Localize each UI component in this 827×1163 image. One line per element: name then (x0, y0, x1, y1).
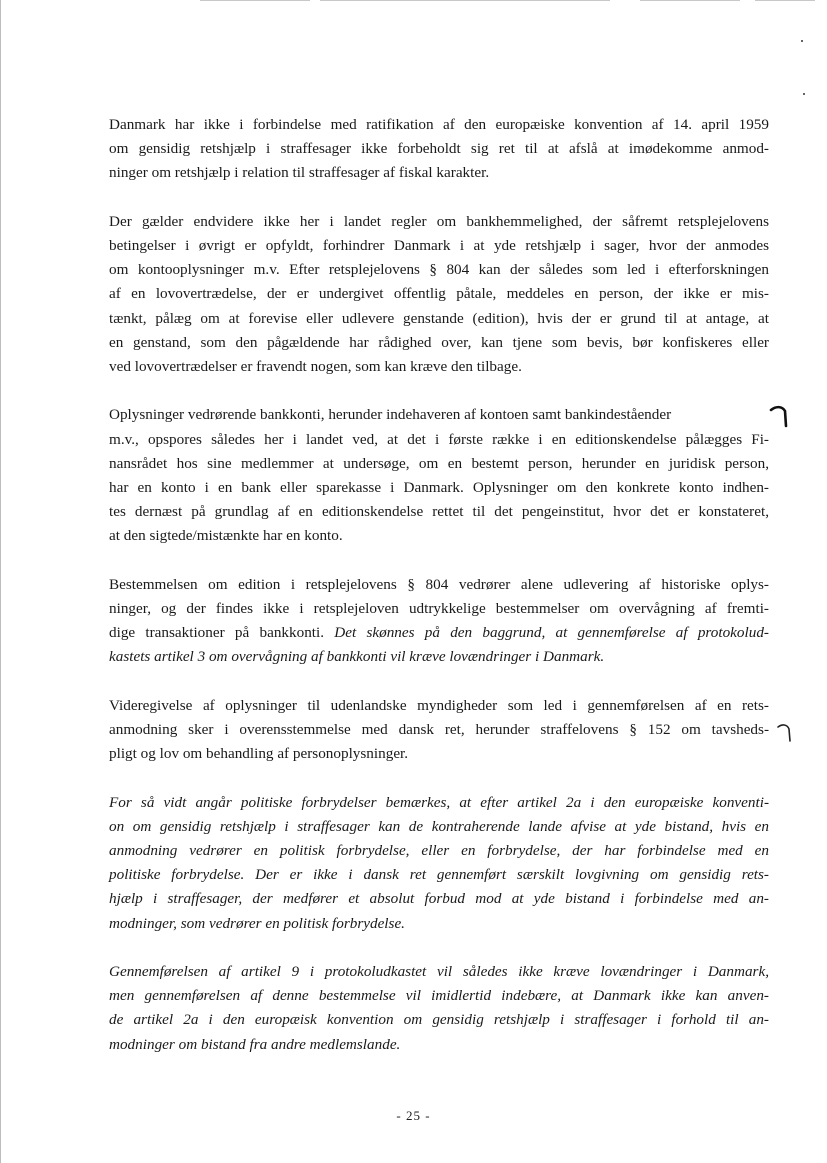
scan-left-edge (0, 0, 1, 1163)
text-line (109, 645, 769, 669)
text-segment: dige transaktioner på bankkonti. (109, 624, 335, 642)
paragraph (109, 791, 769, 936)
text-segment: Oplysninger vedrørende bankkonti, herunder indehaveren af kontoen samt bankindeståender (109, 406, 672, 424)
text-line (109, 403, 769, 427)
text-segment: tænkt, pålæg om at forevise eller udlevere genstande (edition), hvis der er grund til at antage, at (109, 309, 769, 327)
text-line (109, 331, 769, 355)
margin-hook-mark (768, 404, 790, 430)
scan-top-rule (640, 0, 740, 1)
margin-hook-mark (776, 722, 792, 744)
scan-speck (801, 40, 803, 42)
text-line (109, 210, 769, 234)
text-line (109, 791, 769, 815)
text-segment: at den sigtede/mistænkte har en konto. (109, 527, 343, 545)
text-segment: ved lovovertrædelser er fravendt nogen, som kan kræve den tilbage. (109, 358, 522, 376)
text-line (109, 863, 769, 887)
text-line (109, 476, 769, 500)
text-line (109, 621, 769, 645)
text-segment: ninger om retshjælp i relation til straffesager af fiskal karakter. (109, 164, 490, 182)
text-segment: Der gælder endvidere ikke her i landet regler om bankhemmelighed, der såfremt retsplejelovens (109, 212, 769, 230)
italic-text: Det skønnes på den baggrund, at gennemførelse af protokolud- (334, 624, 769, 642)
text-line (109, 258, 769, 282)
text-segment: m.v., opspores således her i landet ved, at det i første række i en editionskendelse pålægges Fi- (109, 430, 769, 448)
text-line (109, 524, 769, 548)
text-segment: pligt og lov om behandling af personoplysninger. (109, 745, 409, 763)
text-line (109, 597, 769, 621)
italic-text: kastets artikel 3 om overvågning af bankkonti vil kræve lovændringer i Danmark. (109, 648, 605, 666)
text-line (109, 839, 769, 863)
text-line (109, 960, 769, 984)
text-segment: Videregivelse af oplysninger til udenlandske myndigheder som led i gennemførelsen af en rets- (109, 696, 769, 714)
paragraph (109, 113, 769, 186)
text-line (109, 887, 769, 911)
text-line (109, 984, 769, 1008)
text-line (109, 307, 769, 331)
paragraph (109, 694, 769, 767)
text-segment: om gensidig retshjælp i straffesager ikke forbeholdt sig ret til at afslå at imødekomme anmod- (109, 140, 769, 158)
italic-text: For så vidt angår politiske forbrydelser bemærkes, at efter artikel 2a i den europæiske konventi- (109, 793, 769, 811)
italic-text: politiske forbrydelse. Der er ikke i dansk ret gennemført særskilt lovgivning om gensidig rets- (109, 866, 769, 884)
italic-text: hjælp i straffesager, der medfører et absolut forbud mod at yde bistand i forbindelse med an- (109, 890, 769, 908)
text-line (109, 694, 769, 718)
text-line (109, 573, 769, 597)
text-line (109, 355, 769, 379)
text-line (109, 815, 769, 839)
italic-text: de artikel 2a i den europæisk konvention om gensidig retshjælp i straffesager i forhold til an- (109, 1011, 769, 1029)
italic-text: modninger om bistand fra andre medlemslande. (109, 1035, 401, 1053)
text-segment: en genstand, som den pågældende har rådighed over, kan tjene som bevis, bør konfiskeres eller (109, 333, 769, 351)
italic-text: on om gensidig retshjælp i straffesager kan de kontraherende lande afvise at yde bistand, hvis en (109, 817, 769, 835)
scan-top-rule (755, 0, 815, 1)
text-line (109, 234, 769, 258)
text-line (109, 452, 769, 476)
text-line (109, 113, 769, 137)
text-line (109, 428, 769, 452)
text-line (109, 1033, 769, 1057)
text-line (109, 137, 769, 161)
document-body (109, 113, 769, 1081)
paragraph (109, 403, 769, 548)
paragraph (109, 210, 769, 379)
italic-text: Gennemførelsen af artikel 9 i protokoludkastet vil således ikke kræve lovændringer i Danmark, (109, 963, 769, 981)
text-segment: ninger, og der findes ikke i retsplejeloven udtrykkelige bestemmelser om overvågning af fremti- (109, 600, 769, 618)
scan-top-rule (320, 0, 610, 1)
text-line (109, 1008, 769, 1032)
paragraph (109, 960, 769, 1057)
text-line (109, 282, 769, 306)
italic-text: men gennemførelsen af denne bestemmelse vil imidlertid indebære, at Danmark ikke kan anven- (109, 987, 769, 1005)
text-segment: betingelser i øvrigt er opfyldt, forhindrer Danmark i at yde retshjælp i sager, hvor der anmodes (109, 237, 769, 254)
text-segment: tes dernæst på grundlag af en editionskendelse rettet til det pengeinstitut, hvor det er konstateret, (109, 503, 769, 521)
page-number: - 25 - (396, 1108, 431, 1123)
text-line (109, 718, 769, 742)
text-line (109, 742, 769, 766)
text-segment: anmodning sker i overensstemmelse med dansk ret, herunder straffelovens § 152 om tavsheds- (109, 721, 769, 739)
scan-speck (803, 93, 805, 95)
scan-top-rule (200, 0, 310, 1)
italic-text: anmodning vedrører en politisk forbrydelse, eller en forbrydelse, der har forbindelse med en (109, 842, 769, 860)
text-segment: nansrådet hos sine medlemmer at undersøge, om en bestemt person, herunder en juridisk person, (109, 454, 769, 472)
text-segment: har en konto i en bank eller sparekasse i Danmark. Oplysninger om den konkrete konto indhen- (109, 479, 769, 497)
text-segment: Danmark har ikke i forbindelse med ratifikation af den europæiske konvention af 14. april 1959 (109, 116, 769, 133)
text-line (109, 500, 769, 524)
text-segment: om kontooplysninger m.v. Efter retsplejelovens § 804 kan der således som led i efterforskningen (109, 261, 769, 279)
text-segment: af en lovovertrædelse, der er undergivet offentlig påtale, meddeles en person, der ikke er mis- (109, 285, 769, 303)
text-segment: Bestemmelsen om edition i retsplejelovens § 804 vedrører alene udlevering af historiske oplys- (109, 575, 769, 593)
paragraph (109, 573, 769, 670)
italic-text: modninger, som vedrører en politisk forbrydelse. (109, 914, 405, 932)
text-line (109, 912, 769, 936)
text-line (109, 161, 769, 185)
